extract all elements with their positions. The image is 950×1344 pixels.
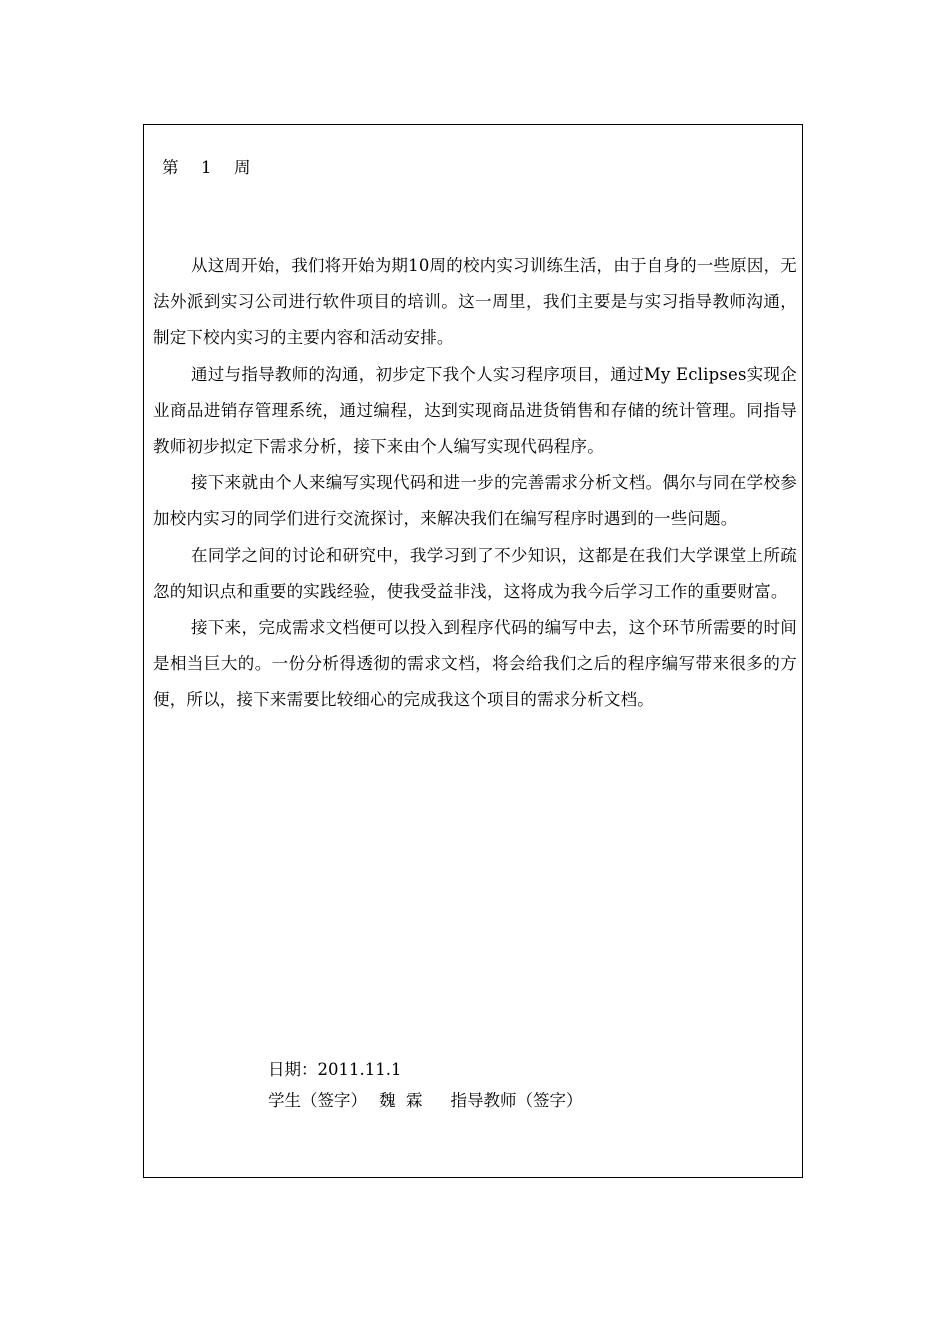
signature-line <box>268 1088 583 1114</box>
paragraph: 从这周开始，我们将开始为期10周的校内实习训练生活，由于自身的一些原因，无法外派到实习公司进行软件项目的培训。这一周里，我们主要是与实习指导教师沟通，制定下校内实习的主要内容和活动安排。 <box>153 256 797 348</box>
paragraph: 通过与指导教师的沟通，初步定下我个人实习程序项目，通过My Eclipses实现企业商品进销存管理系统，通过编程，达到实现商品进货销售和存储的统计管理。同指导教师初步拟定下需求分析，接下来由个人编写实现代码程序。 <box>153 364 797 457</box>
date-label: 日期： <box>268 1060 318 1079</box>
log-body <box>153 248 797 719</box>
student-name: 魏 霖 <box>379 1091 423 1110</box>
paragraph: 接下来，完成需求文档便可以投入到程序代码的编写中去，这个环节所需要的时间是相当巨大的。一份分析得透彻的需求文档，将会给我们之后的程序编写带来很多的方便，所以，接下来需要比较细心的完成我这个项目的需求分析文档。 <box>153 618 797 710</box>
paragraph: 在同学之间的讨论和研究中，我学习到了不少知识，这都是在我们大学课堂上所疏忽的知识点和重要的实践经验，使我受益非浅，这将成为我今后学习工作的重要财富。 <box>153 545 797 601</box>
student-signature-label: 学生（签字） <box>268 1091 367 1110</box>
paragraph: 接下来就由个人来编写实现代码和进一步的完善需求分析文档。偶尔与同在学校参加校内实习的同学们进行交流探讨，来解决我们在编写程序时遇到的一些问题。 <box>153 473 797 529</box>
date-line <box>268 1057 401 1083</box>
week-heading: 第 1 周 <box>162 158 255 177</box>
teacher-signature-label: 指导教师（签字） <box>450 1091 583 1110</box>
date-value: 2011.11.1 <box>317 1060 402 1079</box>
